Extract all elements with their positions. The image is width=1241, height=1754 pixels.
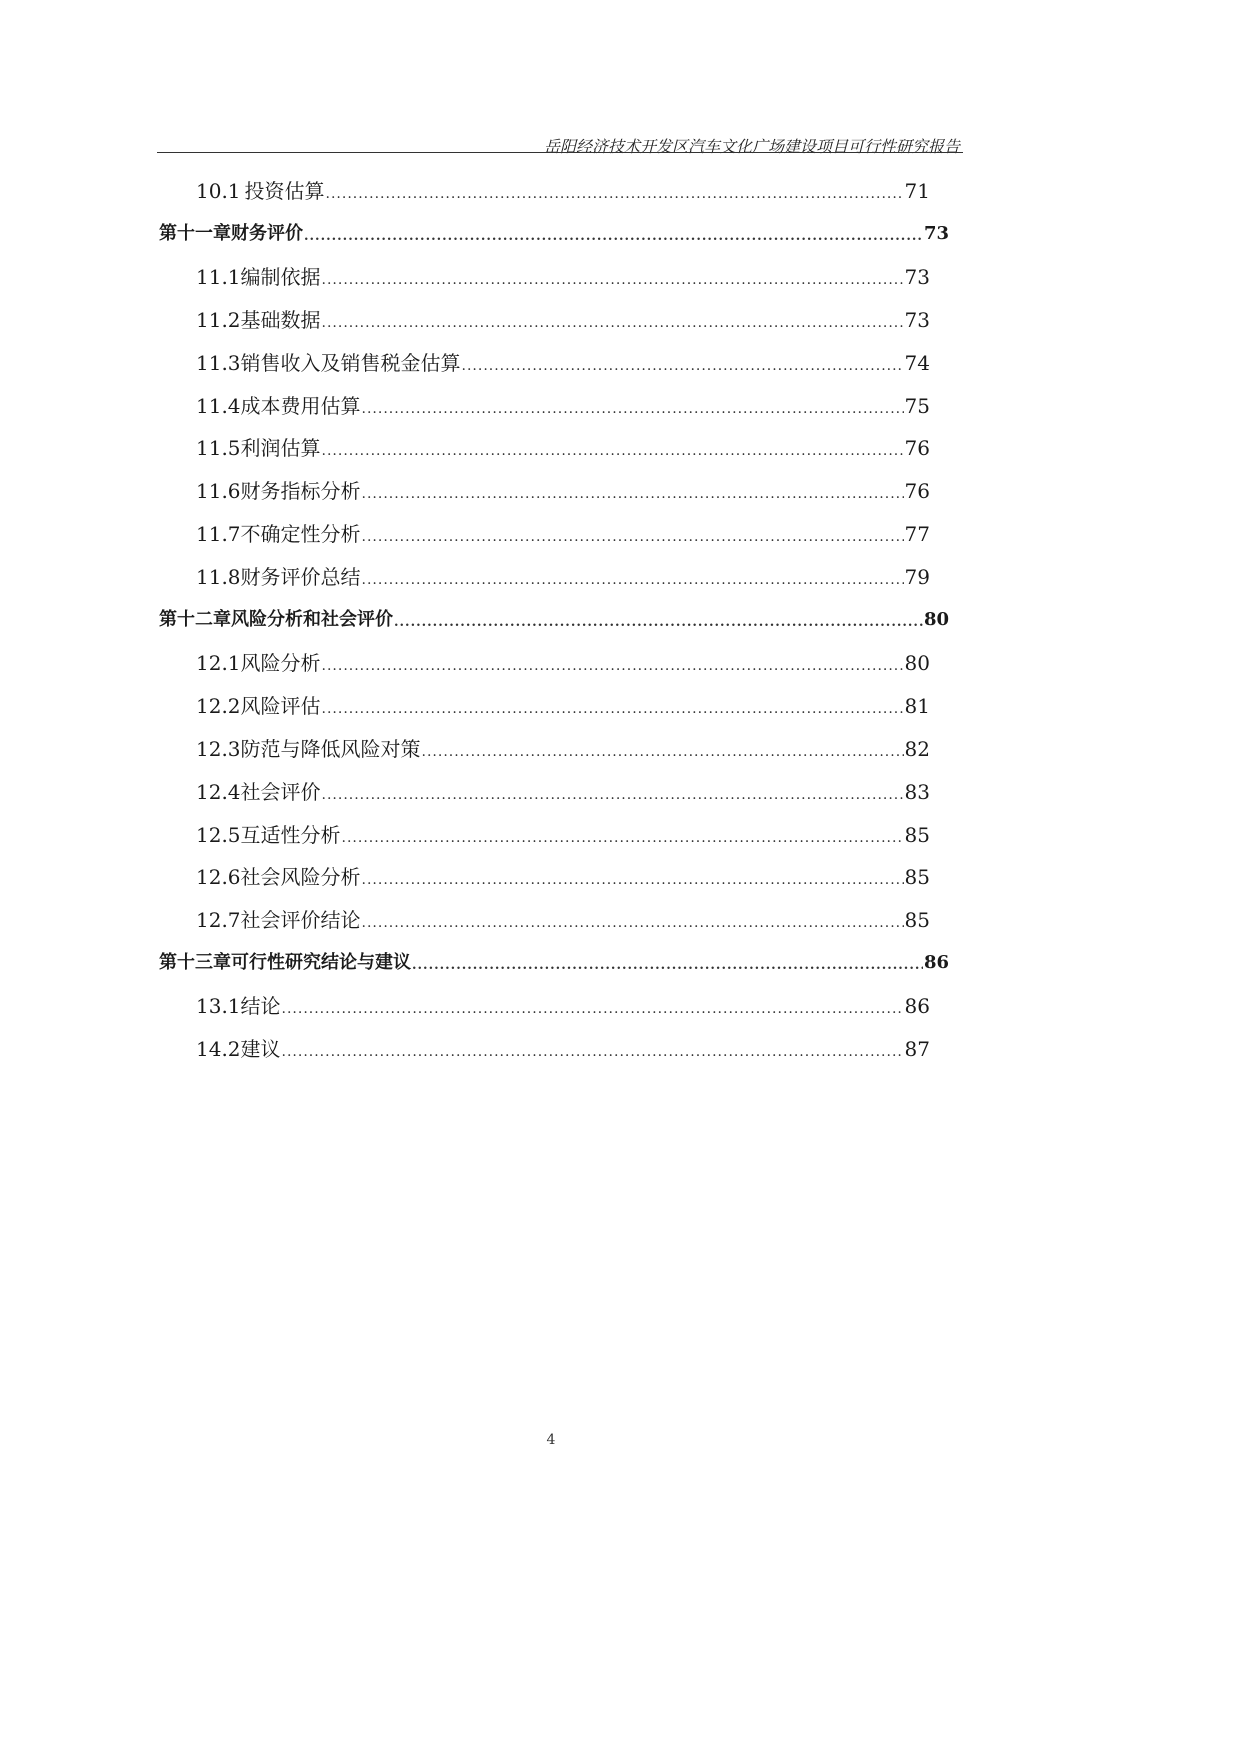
- dot-leader: [362, 480, 904, 508]
- dot-leader: [394, 609, 923, 637]
- toc-entry-page: 76: [904, 436, 930, 461]
- dot-leader: [362, 566, 904, 594]
- toc-entry-number: 11.1: [196, 264, 241, 289]
- toc-entry-title: 不确定性分析: [240, 522, 361, 547]
- toc-entry-title: 财务指标分析: [240, 479, 361, 504]
- toc-entry-page: 73: [904, 264, 930, 289]
- toc-section-entry[interactable]: [196, 260, 930, 294]
- toc-section-entry[interactable]: [196, 775, 930, 809]
- dot-leader: [412, 952, 923, 980]
- toc-entry-number: 第十二章: [159, 609, 231, 630]
- toc-entry-page: 86: [904, 994, 930, 1019]
- toc-entry-page: 81: [904, 693, 930, 718]
- toc-entry-title: 投资估算: [244, 179, 325, 203]
- toc-entry-title: 风险分析和社会评价: [231, 609, 393, 630]
- toc-entry-number: 14.2: [196, 1037, 241, 1061]
- toc-entry-number: 11.4: [196, 393, 241, 418]
- dot-leader: [282, 995, 904, 1023]
- toc-entry-number: 11.3: [196, 350, 241, 375]
- dot-leader: [322, 781, 904, 809]
- toc-entry-page: 73: [923, 222, 949, 244]
- toc-section-entry[interactable]: [196, 903, 930, 937]
- dot-leader: [322, 695, 904, 723]
- toc-section-entry[interactable]: [196, 818, 930, 852]
- toc-entry-title: 社会评价结论: [240, 908, 361, 933]
- toc-entry-page: 73: [904, 307, 930, 332]
- toc-entry-number: 12.5: [196, 822, 241, 847]
- toc-section-entry[interactable]: [196, 174, 930, 208]
- toc-entry-number: 11.5: [196, 436, 241, 461]
- header-divider: [157, 152, 963, 153]
- dot-leader: [342, 824, 904, 852]
- toc-entry-page: 76: [904, 479, 930, 504]
- dot-leader: [362, 523, 904, 551]
- toc-entry-number: 11.8: [196, 565, 241, 590]
- dot-leader: [304, 223, 923, 251]
- toc-chapter-entry[interactable]: [159, 946, 949, 980]
- toc-entry-title: 财务评价总结: [240, 565, 361, 590]
- toc-entry-page: 87: [904, 1037, 930, 1061]
- toc-entry-number: 第十一章: [159, 222, 231, 244]
- page-number: 4: [546, 1432, 556, 1448]
- toc-section-entry[interactable]: [196, 646, 930, 680]
- toc-section-entry[interactable]: [196, 560, 930, 594]
- toc-entry-page: 74: [904, 350, 930, 375]
- toc-entry-title: 互适性分析: [240, 822, 341, 847]
- dot-leader: [322, 309, 904, 337]
- toc-entry-title: 成本费用估算: [240, 393, 361, 418]
- dot-leader: [362, 395, 904, 423]
- toc-section-entry[interactable]: [196, 303, 930, 337]
- dot-leader: [322, 266, 904, 294]
- toc-section-entry[interactable]: [196, 517, 930, 551]
- toc-section-entry[interactable]: [196, 732, 930, 766]
- toc-entry-title: 社会评价: [240, 779, 321, 804]
- toc-entry-title: 利润估算: [240, 436, 321, 461]
- toc-section-entry[interactable]: [196, 860, 930, 894]
- dot-leader: [362, 866, 904, 894]
- toc-chapter-entry[interactable]: [159, 603, 949, 637]
- toc-entry-number: 11.6: [196, 479, 241, 504]
- toc-section-entry[interactable]: [196, 346, 930, 380]
- toc-entry-number: 12.1: [196, 650, 241, 675]
- toc-section-entry[interactable]: [196, 474, 930, 508]
- toc-entry-page: 75: [904, 393, 930, 418]
- toc-entry-page: 86: [923, 952, 949, 974]
- dot-leader: [282, 1038, 904, 1066]
- toc-entry-page: 71: [904, 179, 930, 203]
- dot-leader: [362, 909, 904, 937]
- toc-entry-title: 基础数据: [240, 307, 321, 332]
- toc-entry-page: 85: [904, 908, 930, 933]
- toc-entry-number: 12.4: [196, 779, 241, 804]
- toc-entry-title: 社会风险分析: [240, 865, 361, 890]
- dot-leader: [462, 352, 904, 380]
- dot-leader: [322, 652, 904, 680]
- toc-entry-number: 12.6: [196, 865, 241, 890]
- toc-section-entry[interactable]: [196, 989, 930, 1023]
- toc-entry-page: 85: [904, 822, 930, 847]
- toc-entry-page: 80: [904, 650, 930, 675]
- toc-entry-page: 85: [904, 865, 930, 890]
- toc-entry-page: 79: [904, 565, 930, 590]
- toc-entry-number: 11.7: [196, 522, 241, 547]
- toc-entry-title: 销售收入及销售税金估算: [240, 350, 461, 375]
- toc-entry-page: 80: [923, 609, 949, 630]
- toc-entry-number: 11.2: [196, 307, 241, 332]
- toc-entry-number: 12.3: [196, 736, 241, 761]
- toc-entry-title: 防范与降低风险对策: [240, 736, 421, 761]
- toc-entry-page: 77: [904, 522, 930, 547]
- toc-entry-page: 82: [904, 736, 930, 761]
- toc-entry-number: 10.1: [196, 179, 241, 203]
- toc-entry-number: 12.2: [196, 693, 241, 718]
- dot-leader: [326, 180, 904, 208]
- toc-entry-number: 第十三章: [159, 952, 231, 974]
- toc-entry-number: 13.1: [196, 994, 241, 1019]
- dot-leader: [322, 437, 904, 465]
- toc-section-entry[interactable]: [196, 389, 930, 423]
- toc-entry-title: 风险分析: [240, 650, 321, 675]
- toc-entry-title: 结论: [240, 994, 281, 1019]
- toc-entry-page: 83: [904, 779, 930, 804]
- toc-entry-title: 可行性研究结论与建议: [231, 952, 411, 974]
- toc-entry-title: 建议: [240, 1037, 281, 1061]
- toc-section-entry[interactable]: [196, 689, 930, 723]
- toc-chapter-entry[interactable]: [159, 217, 949, 251]
- header-title: 岳阳经济技术开发区汽车文化广场建设项目可行性研究报告: [543, 137, 960, 156]
- toc-entry-title: 编制依据: [240, 264, 321, 289]
- toc-section-entry[interactable]: [196, 1032, 930, 1066]
- dot-leader: [422, 738, 904, 766]
- toc-entry-title: 财务评价: [231, 222, 303, 244]
- toc-section-entry[interactable]: [196, 431, 930, 465]
- toc-entry-number: 12.7: [196, 908, 241, 933]
- toc-entry-title: 风险评估: [240, 693, 321, 718]
